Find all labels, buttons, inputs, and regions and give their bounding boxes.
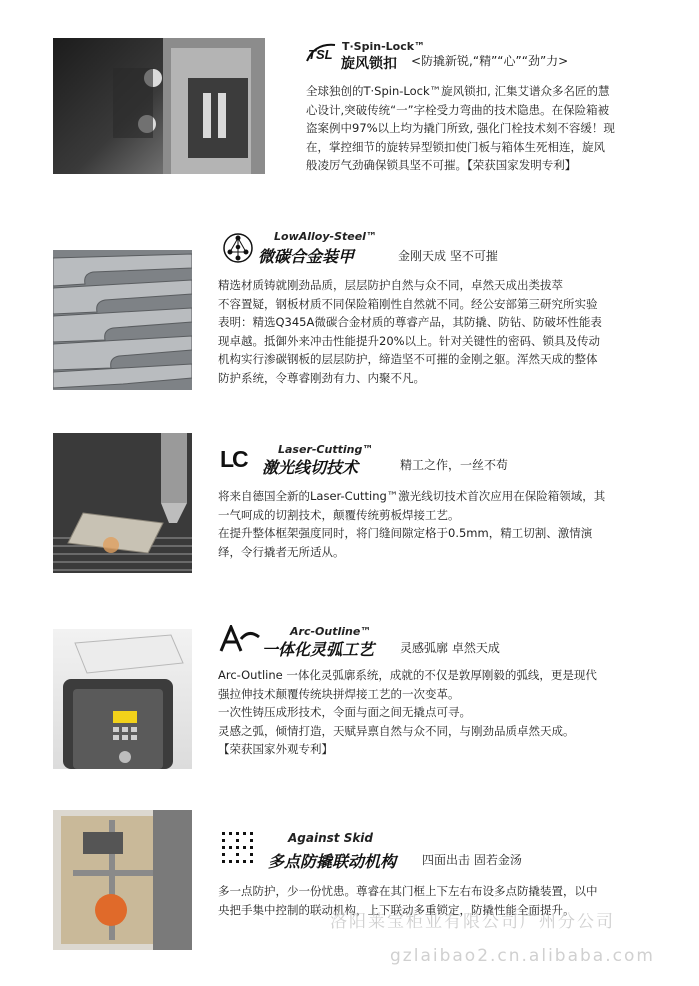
body-line: 强拉伸技术颠覆传统块拼焊接工艺的一次变革。 [218,686,460,701]
section-tagline: <防撬新锐,“精”“心”“劲”力> [411,54,569,68]
body-line: 全球独创的T·Spin-Lock™旋风锁扣, 汇集艾谱众多名匠的慧 [306,84,610,98]
body-line: 【荣获国家外观专利】 [218,742,333,756]
section-body [218,666,597,759]
body-line: 不容置疑，钢板材质不同保险箱刚性自然就不同。经公安部第三研究所实验 [218,296,598,311]
company-watermark: 洛阳莱宝柜业有限公司广州分公司 [330,912,615,932]
body-line: 机构实行渗碳钢板的层层防护，缔造坚不可摧的金刚之躯。浑然天成的整体 [218,352,598,366]
body-line: 在提升整体框架强度同时，将门缝间隙定格于0.5mm，精工切割、激情演 [218,526,593,540]
tsl-mark-text: TSL [308,47,333,62]
body-line: 一次性铸压成形技术，令面与面之间无撬点可寻。 [218,705,471,719]
body-line: 精选材质铸就刚劲品质，层层防护自然与众不同，卓然天成出类拔萃 [218,278,563,292]
feature-arc-outline [0,615,699,795]
body-line: 在，掌控细节的旋转异型锁扣使门板与箱体生死相连，旋风 [306,139,605,154]
locking-mechanism-photo [53,810,192,950]
body-line: 盗案例中97%以上均为撬门所致, 强化门栓技术刻不容缓！现 [306,121,615,135]
section-en-title: Arc-Outline™ [290,625,372,638]
dots-grid-icon [220,830,256,866]
section-cn-title: 微碳合金装甲 [258,247,355,266]
body-line: 多一点防护，少一份忧患。尊睿在其门框上下左右布设多点防撬装置，以中 [218,884,598,898]
body-line: 将来自德国全新的Laser-Cutting™激光线切技术首次应用在保险箱领域，其 [218,489,606,503]
section-tagline: 金刚天成 坚不可摧 [398,249,498,263]
body-line: Arc-Outline 一体化灵弧廓系统，成就的不仅是敦厚刚毅的弧线，更是现代 [218,668,597,682]
body-line: 表明：精选Q345A微碳合金材质的尊睿产品，其防撬、防钻、防破坏性能表 [218,315,602,329]
body-line: 心设计,突破传统“一”字栓受力弯曲的技术隐患。在保险箱被 [306,102,610,117]
section-cn-title: 多点防撬联动机构 [268,852,397,871]
body-line: 一气呵成的切割技术，颠覆传统剪板焊接工艺。 [218,507,460,522]
section-cn-title: 激光线切技术 [262,458,359,477]
section-en-title: Against Skid [288,831,374,845]
feature-tspinlock [0,0,699,190]
feature-lowalloy-steel [0,210,699,400]
tspinlock-photo [53,38,265,174]
feature-laser-cutting [0,415,699,595]
body-line: 央把手集中控制的联动机构，上下联动多重锁定，防撬性能全面提升。 [218,902,575,917]
section-body [306,82,615,175]
ao-logo [219,625,261,653]
section-body [218,487,605,561]
molecule-icon [222,232,254,264]
body-line: 灵感之弧，倾情打造，天赋异禀自然与众不同，与刚劲品质卓然天成。 [218,723,575,738]
lc-mark-text: LC [220,446,247,470]
tsl-logo [305,41,339,65]
section-tagline: 四面出击 固若金汤 [422,853,522,867]
section-body [218,276,602,387]
section-cn-title: 旋风锁扣 [341,56,397,72]
website-url-watermark: gzlaibao2.cn.alibaba.com [390,946,655,966]
section-en-title: Laser-Cutting™ [278,443,374,456]
laser-cutting-photo [53,433,192,573]
body-line: 防护系统，令尊睿刚劲有力、内聚不凡。 [218,370,425,385]
body-line: 现卓越。抵御外来冲击性能提升20%以上。针对关键性的密码、锁具及传动 [218,333,601,348]
body-line: 般凌厉气劲确保锁具坚不可摧。【荣获国家发明专利】 [306,158,577,172]
section-tagline: 灵感弧廓 卓然天成 [400,641,500,655]
lc-logo [220,446,256,470]
steel-plates-photo [53,250,192,390]
body-line: 绎，令行撬者无所适从。 [218,544,345,559]
section-en-title: LowAlloy-Steel™ [274,230,377,243]
section-cn-title: 一体化灵弧工艺 [262,640,375,659]
section-tagline: 精工之作，一丝不苟 [400,458,509,472]
section-en-title: T·Spin-Lock™ [342,40,426,53]
safe-arc-photo [53,629,192,769]
